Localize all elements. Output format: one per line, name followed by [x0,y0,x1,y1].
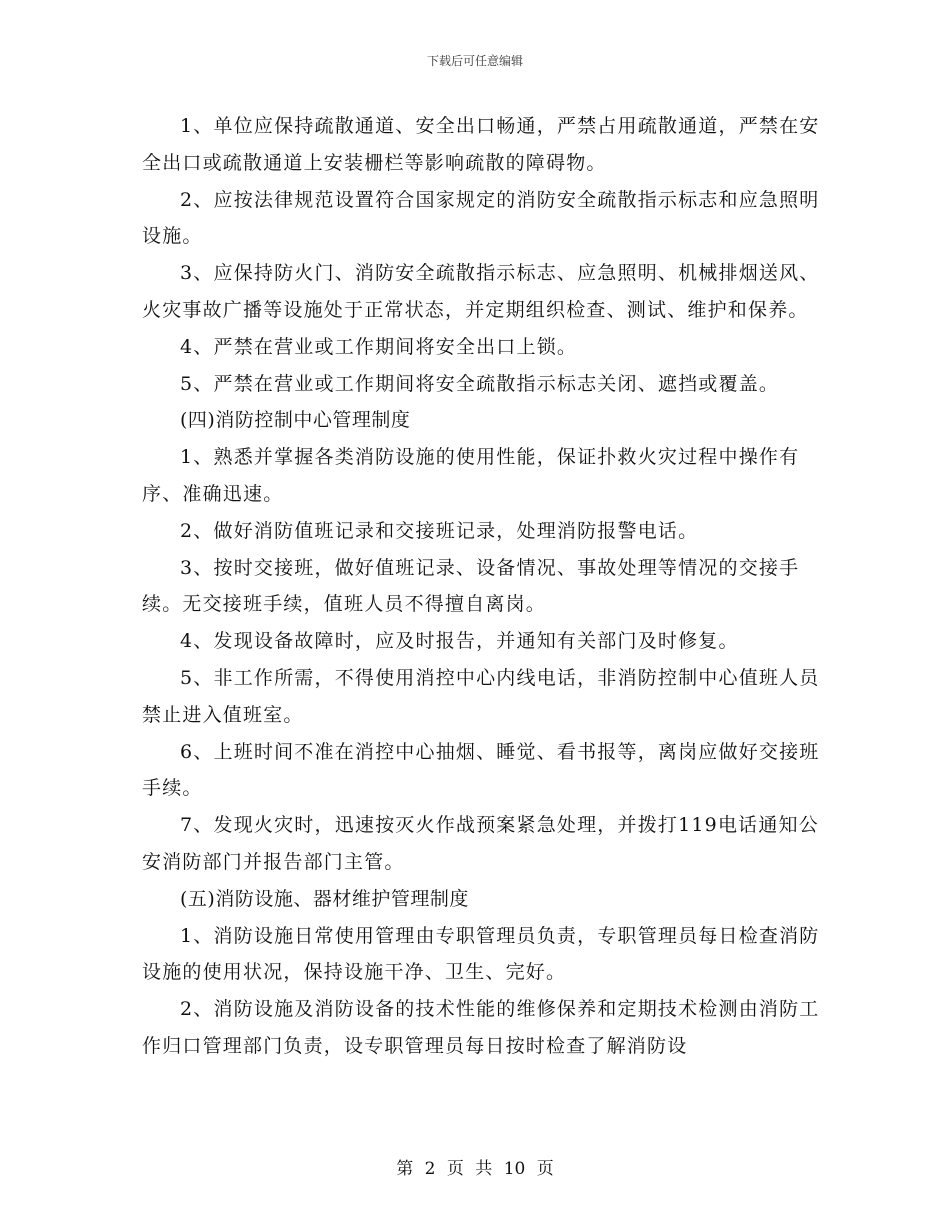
paragraph-12: 7、发现火灾时，迅速按灭火作战预案紧急处理，并拨打119电话通知公安消防部门并报告部门主管。 [142,814,819,873]
document-body [142,108,820,1065]
paragraph-2: 2、应按法律规范设置符合国家规定的消防安全疏散指示标志和应急照明设施。 [142,188,820,248]
paragraph-11: 6、上班时间不准在消控中心抽烟、睡觉、看书报等，离岗应做好交接班手续。 [142,740,820,800]
paragraph-3: 3、应保持防火门、消防安全疏散指示标志、应急照明、机械排烟送风、火灾事故广播等设施处于正常状态，并定期组织检查、测试、维护和保养。 [142,262,820,321]
section-heading-4: (四)消防控制中心管理制度 [180,409,411,432]
paragraph-14: 2、消防设施及消防设备的技术性能的维修保养和定期技术检测由消防工作归口管理部门负责，设专职管理员每日按时检查了解消防设 [142,998,820,1057]
page-footer: 第 2 页 共 10 页 [396,1159,554,1179]
paragraph-1: 1、单位应保持疏散通道、安全出口畅通，严禁占用疏散通道，严禁在安全出口或疏散通道上安装栅栏等影响疏散的障碍物。 [142,115,820,174]
section-heading-5: (五)消防设施、器材维护管理制度 [180,887,469,910]
paragraph-6: 1、熟悉并掌握各类消防设施的使用性能，保证扑救火灾过程中操作有序、准确迅速。 [142,446,800,505]
paragraph-10: 5、非工作所需，不得使用消控中心内线电话，非消防控制中心值班人员禁止进入值班室。 [142,666,820,726]
page-header: 下载后可任意编辑 [426,54,523,68]
paragraph-8: 3、按时交接班，做好值班记录、设备情况、事故处理等情况的交接手续。无交接班手续，值班人员不得擅自离岗。 [142,556,800,616]
paragraph-7: 2、做好消防值班记录和交接班记录，处理消防报警电话。 [180,519,699,542]
paragraph-13: 1、消防设施日常使用管理由专职管理员负责，专职管理员每日检查消防设施的使用状况，保持设施干净、卫生、完好。 [142,924,820,984]
paragraph-4: 4、严禁在营业或工作期间将安全出口上锁。 [180,335,578,358]
paragraph-5: 5、严禁在营业或工作期间将安全疏散指示标志关闭、遮挡或覆盖。 [180,372,780,395]
paragraph-9: 4、发现设备故障时，应及时报告，并通知有关部门及时修复。 [180,630,739,653]
